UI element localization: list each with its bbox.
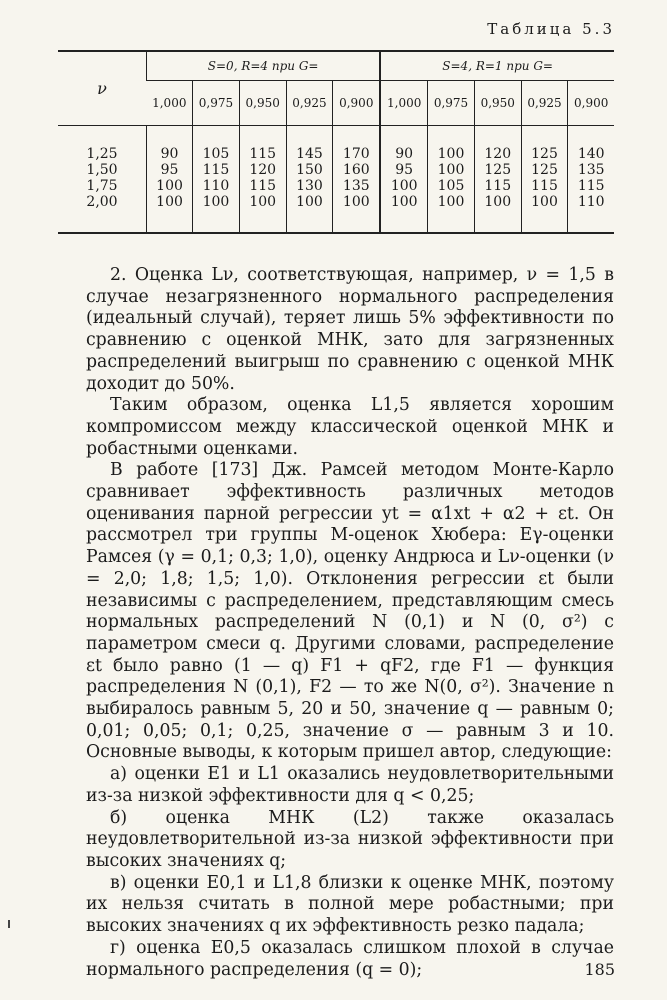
list-item: а) оценки E1 и L1 оказались неудовлетворительными из-за низкой эффективности для q < 0,25;: [86, 764, 614, 806]
paragraph: Таким образом, оценка L1,5 является хорошим компромиссом между классической оценкой МНК и робастными оценками.: [86, 395, 614, 459]
nu-header: ν: [58, 51, 147, 126]
list-item: б) оценка МНК (L2) также оказалась неудовлетворительной из-за низкой эффективности при высоких значениях q;: [86, 807, 614, 871]
value-cell: 100: [239, 194, 286, 233]
g-value-header: 1,000: [380, 81, 427, 126]
g-value-header: 0,950: [474, 81, 521, 126]
value-cell: 100: [193, 194, 240, 233]
margin-mark: [8, 920, 10, 928]
value-cell: 130: [286, 178, 333, 194]
value-cell: 120: [239, 162, 286, 178]
group1-header: S=0, R=4 при G=: [147, 51, 381, 81]
table-row: [58, 162, 614, 178]
paragraph: В работе [173] Дж. Рамсей методом Монте-Карло сравнивает эффективность различных методов оценивания парной регрессии yt = α1xt + α2 + εt. Он рассмотрел три группы M-оценок Хюбера: Eγ-оценки Рамсея (γ = 0,1; 0,3; 1,0), оценку Андрюса и Lν-оценки (ν = 2,0; 1,8; 1,5; 1,0). Отклонения регрессии εt были независимы с распределением, представляющим смесь нормальных распределений N (0,1) и N (0, σ²) с параметром смеси q. Другими словами, распределение εt было равно (1 — q) F1 + qF2, где F1 — функция распределения N (0,1), F2 — то же N(0, σ²). Значение n выбиралось равным 5, 20 и 50, значение q — равным 0; 0,01; 0,05; 0,1; 0,25, значение σ — равным 3 и 10. Основные выводы, к которым пришел автор, следующие:: [86, 460, 614, 763]
value-cell: 95: [147, 162, 193, 178]
value-cell: 110: [193, 178, 240, 194]
value-cell: 115: [474, 178, 521, 194]
group2-header: S=4, R=1 при G=: [380, 51, 614, 81]
value-cell: 115: [239, 178, 286, 194]
g-value-header: 0,900: [333, 81, 380, 126]
g-value-header: 0,900: [568, 81, 614, 126]
value-cell: 100: [474, 194, 521, 233]
value-cell: 115: [568, 178, 614, 194]
nu-cell: 2,00: [58, 194, 147, 233]
value-cell: 95: [380, 162, 427, 178]
value-cell: 125: [474, 162, 521, 178]
value-cell: 100: [147, 194, 193, 233]
nu-cell: 1,75: [86, 178, 118, 194]
value-cell: 120: [474, 126, 521, 163]
value-cell: 100: [333, 194, 380, 233]
nu-cell: 1,50: [86, 162, 118, 178]
g-value-header: 0,925: [286, 81, 333, 126]
list-item: в) оценки E0,1 и L1,8 близки к оценке МНК, поэтому их нельзя считать в полной мере робастными; при высоких значениях q их эффективность резко падала;: [86, 872, 614, 937]
value-cell: 90: [380, 126, 427, 163]
value-cell: 105: [428, 178, 475, 194]
value-cell: 100: [428, 194, 475, 233]
value-cell: 160: [333, 162, 380, 178]
g-value-header: 0,925: [521, 81, 568, 126]
g-value-header: 0,975: [428, 81, 475, 126]
value-cell: 115: [521, 178, 568, 194]
value-cell: 100: [380, 194, 427, 233]
value-cell: 100: [521, 194, 568, 233]
efficiency-table: [58, 50, 614, 234]
value-cell: 100: [380, 178, 427, 194]
nu-cell: 1,25: [86, 146, 118, 162]
value-cell: 115: [193, 162, 240, 178]
g-value-header: 0,950: [239, 81, 286, 126]
value-cell: 105: [193, 126, 240, 163]
table-row: [58, 126, 614, 163]
value-cell: 170: [333, 126, 380, 163]
table-caption: Таблица 5.3: [487, 20, 615, 38]
table-row: [58, 178, 614, 194]
value-cell: 100: [147, 178, 193, 194]
value-cell: 110: [568, 194, 614, 233]
page-number: 185: [584, 960, 615, 979]
value-cell: 100: [286, 194, 333, 233]
value-cell: 145: [286, 126, 333, 163]
value-cell: 100: [428, 162, 475, 178]
list-item: г) оценка E0,5 оказалась слишком плохой в случае нормального распределения (q = 0);: [86, 937, 614, 980]
value-cell: 125: [521, 126, 568, 163]
value-cell: 125: [521, 162, 568, 178]
value-cell: 150: [286, 162, 333, 178]
table-row: [58, 194, 614, 233]
value-cell: 90: [147, 126, 193, 163]
value-cell: 140: [568, 126, 614, 163]
paragraph: 2. Оценка Lν, соответствующая, например, ν = 1,5 в случае незагрязненного нормального распределения (идеальный случай), теряет лишь 5% эффективности по сравнению с оценкой МНК, зато для загрязненных распределений выигрыш по сравнению с оценкой МНК доходит до 50%.: [86, 265, 614, 394]
value-cell: 115: [239, 126, 286, 163]
g-value-header: 0,975: [193, 81, 240, 126]
g-value-header: 1,000: [147, 81, 193, 126]
value-cell: 100: [428, 126, 475, 163]
value-cell: 135: [568, 162, 614, 178]
value-cell: 135: [333, 178, 380, 194]
body-text: [86, 265, 614, 981]
